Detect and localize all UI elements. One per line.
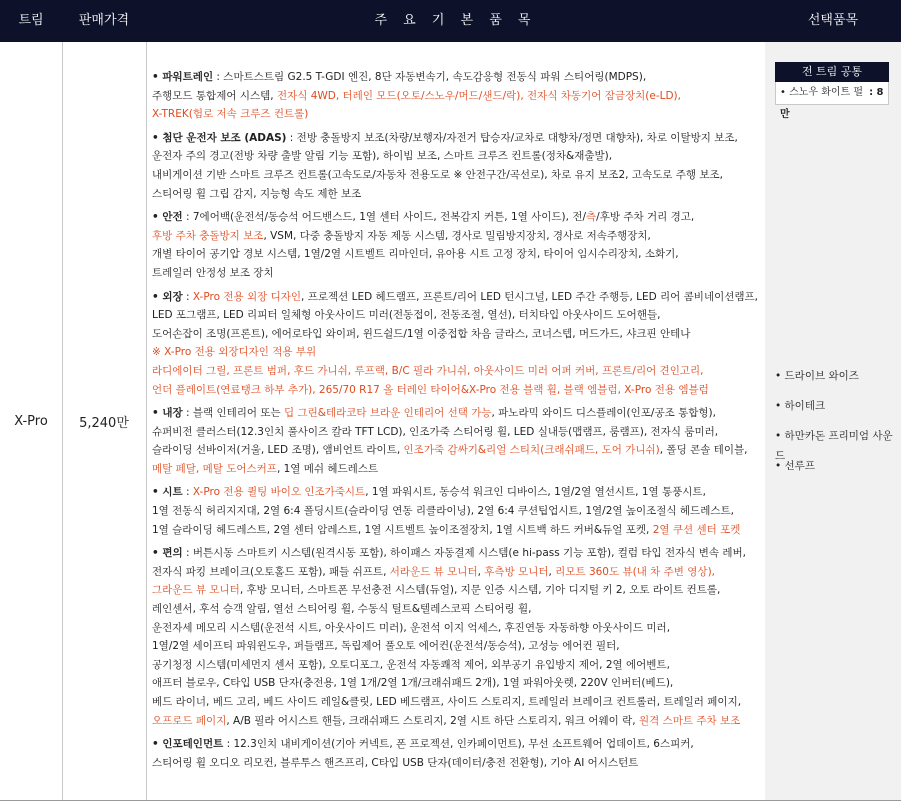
spec-text: , A/B 필라 어시스트 핸들, 크래쉬패드 스토리지, 2열 시트 하단 스토리지, 워크 어웨이 락, — [226, 714, 639, 727]
header-options: 선택품목 — [807, 13, 859, 28]
spec-line — [152, 288, 762, 307]
spec-text: 리모트 360도 뷰(내 차 주변 영상), — [555, 565, 716, 578]
spec-text: : 스마트스트림 G2.5 T-GDI 엔진, 8단 자동변속기, 속도감응형 전동식 파워 스티어링(MDPS), — [213, 71, 647, 83]
common-option-label: • 스노우 화이트 펄 — [780, 87, 864, 98]
spec-line — [152, 306, 762, 325]
spec-text: : 블랙 인테리어 또는 — [182, 407, 285, 420]
exterior-design-parts: 라디에이터 그릴, 프론트 범퍼, 후드 가니쉬, 루프랙, B/C 필라 가니쉬, 아웃사이드 미러 어퍼 커버, 프론트/리어 견인고리, — [152, 364, 704, 377]
section-heading: • 외장 — [152, 290, 183, 303]
spec-line — [152, 68, 762, 87]
spec-line — [152, 544, 762, 563]
spec-text: 주행모드 통합제어 시스템, — [152, 89, 277, 102]
spec-text: , 폴딩 콘솔 테이블, — [659, 444, 748, 457]
exterior-design-note: ※ X-Pro 전용 외장디자인 적용 부위 — [152, 346, 317, 359]
spec-line — [152, 325, 762, 344]
spec-line — [152, 521, 762, 540]
spec-line — [152, 600, 762, 619]
spec-text: : — [182, 290, 193, 303]
spec-text: X-TREK(험로 저속 크루즈 컨트롤) — [152, 108, 309, 121]
spec-text: 스티어링 휠 오디오 리모컨, 블루투스 핸즈프리, C타입 USB 단자(데이터/충전 전환형), 기아 AI 어시스턴트 — [152, 756, 639, 769]
main-items — [152, 68, 762, 772]
spec-line — [152, 208, 762, 227]
option-item: • 하만카돈 프리미엄 사운드 — [775, 430, 893, 462]
spec-line — [152, 581, 762, 600]
spec-section — [152, 68, 762, 124]
option-item: • 선루프 — [775, 460, 815, 472]
spec-text: 전자식 파킹 브레이크(오토홀드 포함), 패들 쉬프트, — [152, 565, 390, 578]
option-item: • 하이테크 — [775, 400, 826, 412]
spec-text: : 7에어백(운전석/동승석 어드밴스드, 1열 센터 사이드, 전복감지 커튼, 1열 사이드), 전/ — [182, 211, 586, 224]
common-option-item — [775, 82, 889, 120]
spec-line — [152, 674, 762, 693]
spec-section — [152, 208, 762, 282]
spec-line — [152, 264, 762, 283]
spec-text: X-Pro 전용 외장 디자인 — [192, 290, 302, 303]
spec-text: 서라운드 뷰 모니터 — [389, 565, 478, 578]
spec-text: 후측방 모니터 — [484, 565, 549, 578]
spec-line — [152, 129, 762, 148]
spec-text: 2열 쿠션 센터 포켓 — [652, 523, 741, 536]
spec-section — [152, 129, 762, 203]
spec-line — [152, 712, 762, 731]
spec-text: , 후방 모니터, 스마트폰 무선충전 시스템(듀얼), 지문 인증 시스템, 기아 디지털 키 2, 오토 라이트 컨트롤, — [239, 584, 721, 597]
spec-line — [152, 166, 762, 185]
spec-text: , — [548, 565, 556, 578]
spec-text: 레인센서, 후석 승객 알림, 열선 스티어링 휠, 수동식 틸트&텔레스코픽 스티어링 휠, — [152, 603, 532, 616]
section-heading: • 내장 — [152, 407, 183, 420]
common-option-price: : 8만 — [780, 87, 884, 120]
section-heading: • 시트 — [152, 486, 183, 499]
spec-text: LED 포그램프, LED 리피터 일체형 아웃사이드 미러(전동접이, 전동조절, 열선), 터치타입 아웃사이드 도어핸들, — [152, 309, 661, 322]
exterior-design-parts: 언더 플레이트(연료탱크 하부 추가), 265/70 R17 올 터레인 타이어&X-Pro 전용 블랙 휠, 블랙 엠블럼, X-Pro 전용 엠블럼 — [152, 383, 709, 396]
spec-line — [152, 619, 762, 638]
trim-price: 5,240만 — [79, 415, 129, 431]
spec-line — [152, 404, 762, 423]
spec-section — [152, 544, 762, 730]
spec-line — [152, 637, 762, 656]
spec-text: 운전자세 메모리 시스템(운전석 시트, 아웃사이드 미러), 운전석 이지 억세스, 후진연동 자동하향 아웃사이드 미러, — [152, 621, 671, 634]
spec-text: , 프로젝션 LED 헤드램프, 프론트/리어 LED 턴시그널, LED 주간 주행등, LED 리어 콤비네이션램프, — [301, 290, 759, 303]
spec-text: /후방 주차 거리 경고, — [596, 211, 695, 224]
option-item: • 드라이브 와이즈 — [775, 370, 859, 382]
header-price: 판매가격 — [78, 13, 130, 28]
spec-text: 후방 주차 충돌방지 보조 — [152, 229, 264, 242]
spec-text: , 1열 파워시트, 동승석 워크인 디바이스, 1열/2열 열선시트, 1열 통풍시트, — [365, 486, 706, 499]
spec-text: , — [477, 565, 485, 578]
spec-line — [152, 460, 762, 479]
spec-text: 전자식 4WD, 터레인 모드(오토/스노우/머드/샌드/락), 전자식 차동기어 잠금장치(e-LD), — [276, 89, 681, 102]
section-heading: • 편의 — [152, 547, 183, 560]
spec-text: 도어손잡이 조명(프론트), 에어로타입 와이퍼, 윈드쉴드/1열 이중접합 차음 글라스, 코너스텝, 머드가드, 샤크핀 안테나 — [152, 327, 691, 340]
spec-text: 오프로드 페이지 — [152, 714, 227, 727]
spec-line — [152, 185, 762, 204]
spec-text: : 12.3인치 내비게이션(기아 커넥트, 폰 프로젝션, 인카페이먼트), 무선 소프트웨어 업데이트, 6스피커, — [223, 738, 694, 751]
header-main-items: 주 요 기 본 품 목 — [374, 13, 537, 28]
spec-line — [152, 423, 762, 442]
spec-text: : — [182, 486, 193, 499]
common-options-box — [775, 62, 889, 120]
spec-text: 측 — [586, 211, 597, 224]
spec-text: 운전자 주의 경고(전방 차량 출발 알림 기능 포함), 하이빔 보조, 스마트 크루즈 컨트롤(정차&재출발), — [152, 150, 613, 163]
spec-section — [152, 483, 762, 539]
column-divider — [146, 42, 147, 800]
section-heading: • 파워트레인 — [152, 71, 214, 83]
spec-line — [152, 227, 762, 246]
header-trim: 트림 — [18, 13, 44, 28]
spec-text: 베드 라이너, 베드 고리, 베드 사이드 레일&클릿, LED 베드램프, 사이드 스토리지, 트레일러 브레이크 컨트롤러, 트레일러 페이지, — [152, 696, 742, 708]
spec-text: 내비게이션 기반 스마트 크루즈 컨트롤(고속도로/자동차 전용도로 ※ 안전구간/곡선로), 차로 유지 보조2, 고속도로 주행 보조, — [152, 168, 724, 181]
spec-text: : 전방 충돌방지 보조(차량/보행자/자전거 탑승자/교차로 대향차/정면 대향차), 차로 이탈방지 보조, — [286, 131, 738, 144]
spec-text: , VSM, 다중 충돌방지 자동 제동 시스템, 경사로 밀림방지장치, 경사로 저속주행장치, — [263, 229, 651, 242]
option-list — [775, 366, 901, 486]
spec-line — [152, 441, 762, 460]
spec-text: 메탈 페달, 메탈 도어스커프 — [152, 462, 277, 475]
spec-line — [152, 735, 762, 754]
spec-line — [152, 105, 762, 124]
spec-text: 개별 타이어 공기압 경보 시스템, 1열/2열 시트벨트 리마인더, 유아용 시트 고정 장치, 타이어 임시수리장치, 소화기, — [152, 248, 679, 261]
spec-text: 슬라이딩 선바이저(거울, LED 조명), 앰비언트 라이트, — [152, 444, 404, 457]
spec-section — [152, 288, 762, 400]
spec-section — [152, 404, 762, 478]
options-column — [765, 42, 901, 800]
spec-line — [152, 87, 762, 106]
spec-line — [152, 693, 762, 712]
spec-line — [152, 147, 762, 166]
spec-text: 딥 그린&테라코타 브라운 인테리어 선택 가능 — [284, 407, 492, 420]
table-header — [0, 0, 901, 42]
spec-line — [152, 754, 762, 773]
spec-text: 애프터 블로우, C타입 USB 단자(충전용, 1열 1개/2열 1개/크래쉬패드 2개), 1열 파워아웃렛, 220V 인버터(베드), — [152, 677, 674, 690]
spec-line — [152, 563, 762, 582]
spec-text: 인조가죽 감싸기&리얼 스티치(크래쉬패드, 도어 가니쉬) — [403, 444, 660, 457]
spec-text: 트레일러 안정성 보조 장치 — [152, 266, 274, 279]
spec-text: : 버튼시동 스마트키 시스템(원격시동 포함), 하이패스 자동결제 시스템(e hi-pass 기능 포함), 컬럼 타입 전자식 변속 레버, — [182, 547, 747, 560]
spec-line — [152, 483, 762, 502]
spec-text: 슈퍼비전 클러스터(12.3인치 풀사이즈 칼라 TFT LCD), 인조가죽 스티어링 휠, LED 실내등(맵램프, 룸램프), 전자식 룸미러, — [152, 425, 719, 438]
spec-section — [152, 735, 762, 772]
spec-text: 원격 스마트 주차 보조 — [638, 714, 741, 727]
spec-line — [152, 502, 762, 521]
spec-text: , 파노라믹 와이드 디스플레이(인포/공조 통합형), — [491, 407, 716, 420]
trim-name: X-Pro — [14, 413, 48, 429]
spec-text: 그라운드 뷰 모니터 — [152, 584, 240, 597]
spec-text: 1열 전동식 허리지지대, 2열 6:4 폴딩시트(슬라이딩 연동 리클라이닝), 2열 6:4 쿠션팁업시트, 1열/2열 높이조절식 헤드레스트, — [152, 505, 734, 518]
spec-text: , 1열 메쉬 헤드레스트 — [276, 462, 379, 475]
spec-text: X-Pro 전용 퀼팅 바이오 인조가죽시트 — [192, 486, 366, 499]
spec-line — [152, 656, 762, 675]
spec-text: 1열 슬라이딩 헤드레스트, 2열 센터 암레스트, 1열 시트벨트 높이조절장치, 1열 시트백 하드 커버&듀얼 포켓, — [152, 523, 653, 536]
section-heading: • 인포테인먼트 — [152, 738, 224, 751]
spec-text: 1열/2열 세이프티 파워윈도우, 퍼들램프, 독립제어 풀오토 에어컨(운전석/동승석), 고성능 에어컨 필터, — [152, 640, 620, 653]
section-heading: • 첨단 운전자 보조 (ADAS) — [152, 131, 287, 144]
spec-line — [152, 245, 762, 264]
spec-text: 스티어링 휠 그립 감지, 지능형 속도 제한 보조 — [152, 187, 362, 200]
spec-text: 공기청정 시스템(미세먼지 센서 포함), 오토디포그, 운전석 자동쾌적 제어, 외부공기 유입방지 제어, 2열 에어벤트, — [152, 658, 670, 671]
section-heading: • 안전 — [152, 211, 183, 224]
common-options-title: 전 트림 공통 — [775, 62, 889, 82]
